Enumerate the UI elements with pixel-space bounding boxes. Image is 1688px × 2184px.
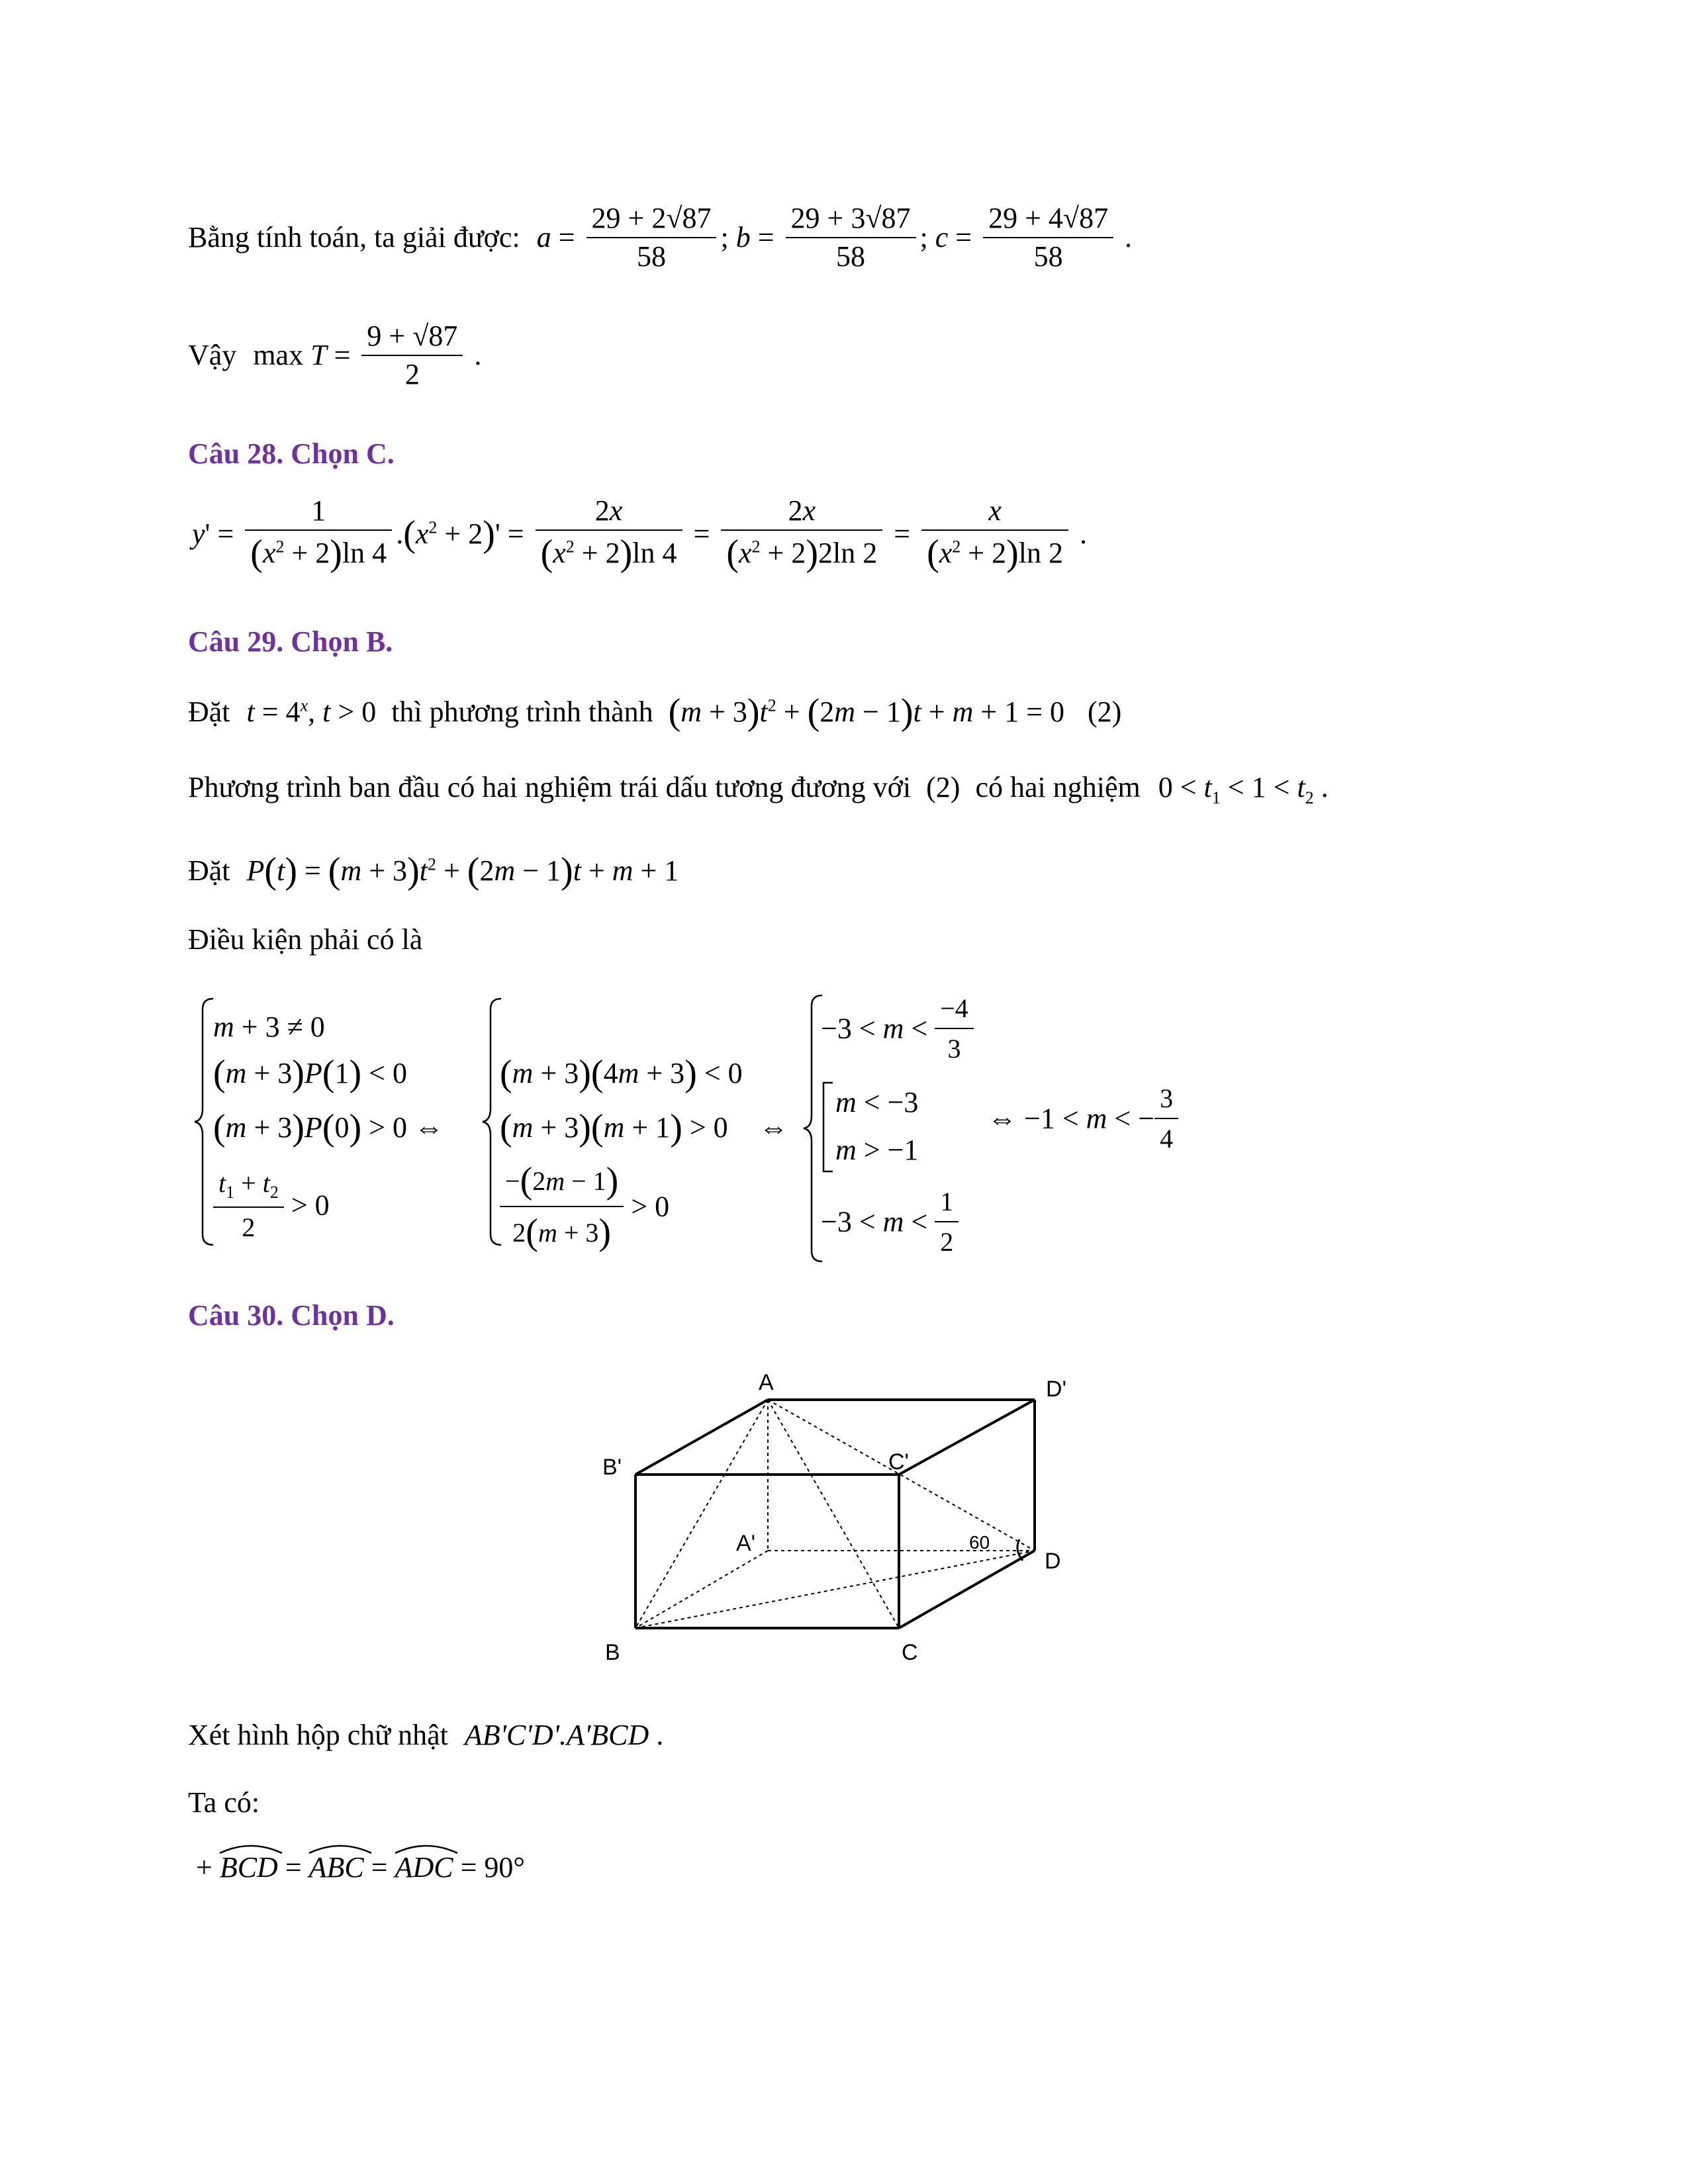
q29-substitution: Đặt $t = 4^x$, t > 0 thì phương trình thành $(m + 3)t^2 + (2m - 1)t + m + 1 = 0$ (2) [188,692,1122,733]
q29-condition-label: Điều kiện phải có là [188,923,423,956]
label-a: A [759,1370,774,1395]
derivative-formula: y' = $\frac{1}{(x^2 + 2)\ln 4}$ $.(x^2 + 2)'$ = $\frac{2x}{(x^2 + 2)\ln 4}$ = $\frac{2x}{(x^2 + 2)2\ln 2}$ = $\frac{x}{(x^2 + 2)\ln 2}$ . [192,494,1087,574]
line-1-prefix: Bằng tính toán, ta giải được: [188,221,520,253]
label-c-prime: C' [888,1449,910,1475]
q30-angles: + BCD = ABC = ADC = 90° [196,1853,525,1882]
q30-taco: Ta có: [188,1786,260,1819]
fraction-b: $\frac{29 + 3√87}{58}$ [786,204,916,271]
label-b: B [605,1640,620,1665]
line-1: Bằng tính toán, ta giải được: a = $\frac{29 + 2√87}{58}$ ; b = $\frac{29 + 3√87}{58}$ ; c = $\frac{29 + 4√87}{58}$ . [188,202,1133,273]
q29-define-p: Đặt $P(t) = (m + 3)t^2 + (2m - 1)t + m + 1$ [188,850,679,891]
fraction-max-t: $\frac{9 + √87}{2}$ [361,322,463,389]
q30-box-statement: Xét hình hộp chữ nhật AB'C'D'.A'BCD . [188,1719,664,1751]
fraction-c: $\frac{29 + 4√87}{58}$ [983,204,1113,271]
box-figure [583,1357,1112,1674]
heading-q28: Câu 28. Chọn C. [188,437,395,470]
label-d: D [1045,1549,1061,1574]
label-a-prime: A' [736,1531,756,1556]
bracket-or [820,1080,835,1174]
fraction-a: $\frac{29 + 2√87}{58}$ [586,204,717,271]
label-d-prime: D' [1046,1377,1067,1402]
q29-sentence: Phương trình ban đầu có hai nghiệm trái dấu tương đương với (2) có hai nghiệm $0 < t_1 < 1 < t_2$ . [188,771,1329,807]
line-2: Vậy max T = $\frac{9 + √87}{2}$ . [188,320,482,390]
heading-q30: Câu 30. Chọn D. [188,1299,395,1332]
label-c: C [902,1640,918,1665]
label-b-prime: B' [602,1455,622,1480]
label-angle-60: 60 [969,1532,990,1553]
line-2-prefix: Vậy [188,339,237,371]
heading-q29: Câu 29. Chọn B. [188,625,393,658]
